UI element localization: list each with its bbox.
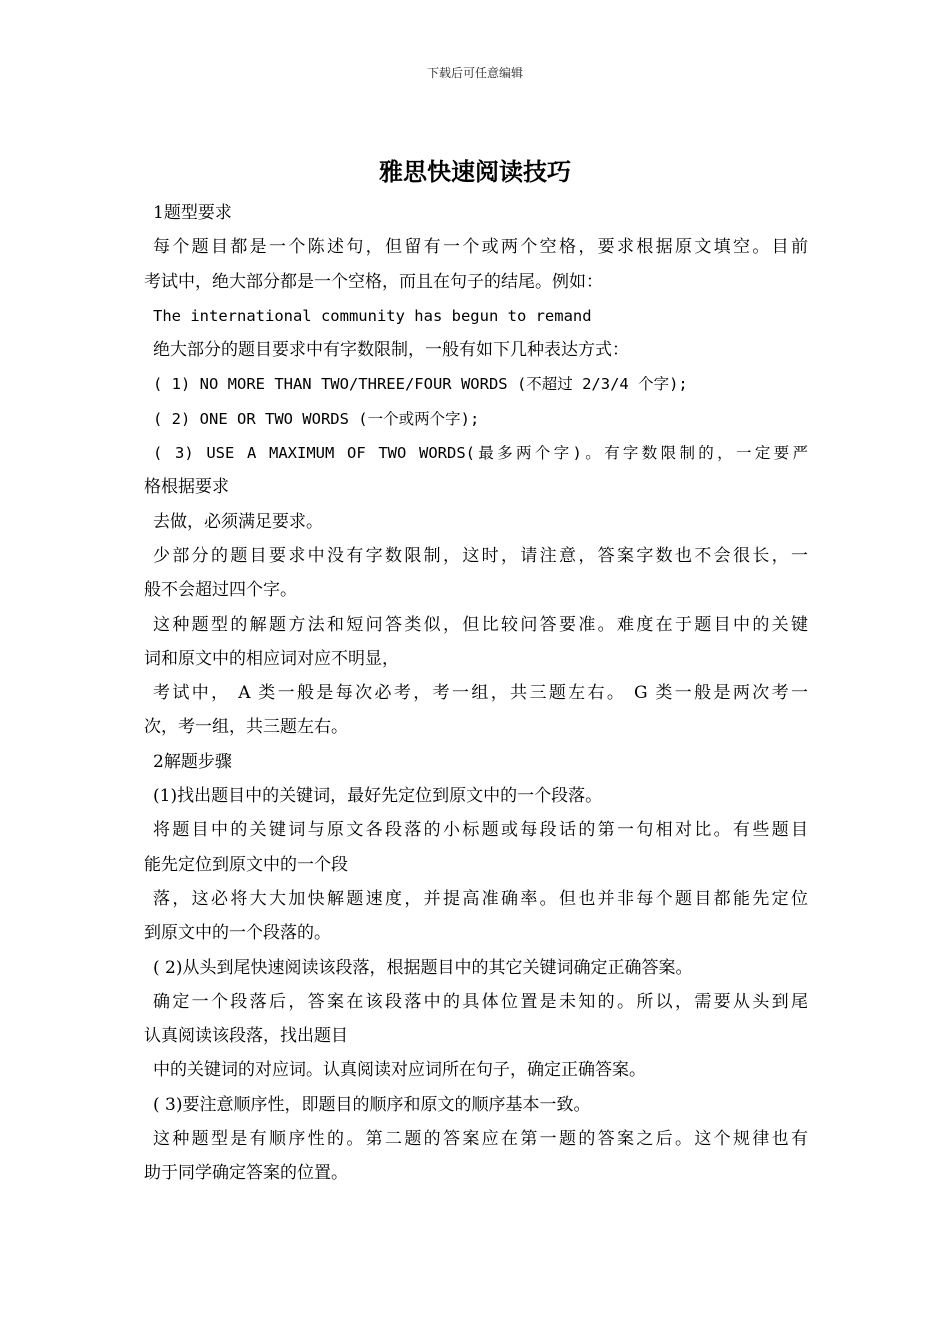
- paragraph-line: 认真阅读该段落，找出题目: [144, 1026, 348, 1047]
- section-heading: 1题型要求: [153, 203, 232, 223]
- paragraph-line: 考试中，绝大部分都是一个空格，而且在句子的结尾。例如：: [144, 271, 603, 292]
- paragraph-line: 助于同学确定答案的位置。: [144, 1163, 348, 1184]
- paragraph-line: 格根据要求: [144, 477, 229, 498]
- step-heading: ( 3)要注意顺序性，即题目的顺序和原文的顺序基本一致。: [153, 1094, 591, 1115]
- paragraph-line: 少部分的题目要求中没有字数限制，这时，请注意，答案字数也不会很长，一: [153, 545, 808, 566]
- paragraph-line: 每个题目都是一个陈述句，但留有一个或两个空格，要求根据原文填空。目前: [153, 237, 808, 258]
- paragraph-line: 去做，必须满足要求。: [153, 511, 323, 532]
- paragraph-line: 这种题型是有顺序性的。第二题的答案应在第一题的答案之后。这个规律也有: [153, 1129, 808, 1150]
- list-item: ( 3) USE A MAXIMUM OF TWO WORDS(最多两个字)。有字数限制的，一定要严: [153, 444, 808, 463]
- document-title: 雅思快速阅读技巧: [379, 157, 571, 186]
- paragraph-line: 词和原文中的相应词对应不明显，: [144, 648, 399, 669]
- list-item: ( 2) ONE OR TWO WORDS (一个或两个字);: [153, 409, 480, 428]
- paragraph-line: 次，考一组，共三题左右。: [144, 717, 348, 738]
- paragraph-line: 将题目中的关键词与原文各段落的小标题或每段话的第一句相对比。有些题目: [153, 820, 808, 841]
- document-body: [144, 196, 808, 1191]
- paragraph-line: 般不会超过四个字。: [144, 580, 297, 601]
- paragraph-line: 能先定位到原文中的一个段: [144, 854, 348, 875]
- paragraph-line: 确定一个段落后，答案在该段落中的具体位置是未知的。所以，需要从头到尾: [153, 991, 808, 1012]
- step-heading: (1)找出题目中的关键词，最好先定位到原文中的一个段落。: [153, 786, 603, 807]
- section-heading: 2解题步骤: [153, 751, 232, 772]
- paragraph-line: 到原文中的一个段落的。: [144, 923, 331, 944]
- page-header: 下载后可任意编辑: [426, 66, 523, 80]
- paragraph-line: 绝大部分的题目要求中有字数限制，一般有如下几种表达方式：: [153, 340, 629, 361]
- example-line: The international community has begun to remand: [153, 306, 592, 325]
- step-heading: ( 2)从头到尾快速阅读该段落，根据题目中的其它关键词确定正确答案。: [153, 957, 693, 978]
- paragraph-line: 这种题型的解题方法和短问答类似，但比较问答要准。难度在于题目中的关键: [153, 614, 808, 635]
- paragraph-line: 中的关键词的对应词。认真阅读对应词所在句子，确定正确答案。: [153, 1060, 646, 1081]
- paragraph-line: 考试中， A 类一般是每次必考，考一组，共三题左右。 G 类一般是两次考一: [153, 683, 808, 704]
- paragraph-line: 落，这必将大大加快解题速度，并提高准确率。但也并非每个题目都能先定位: [153, 888, 808, 909]
- list-item: ( 1) NO MORE THAN TWO/THREE/FOUR WORDS (不超过 2/3/4 个字);: [153, 375, 688, 394]
